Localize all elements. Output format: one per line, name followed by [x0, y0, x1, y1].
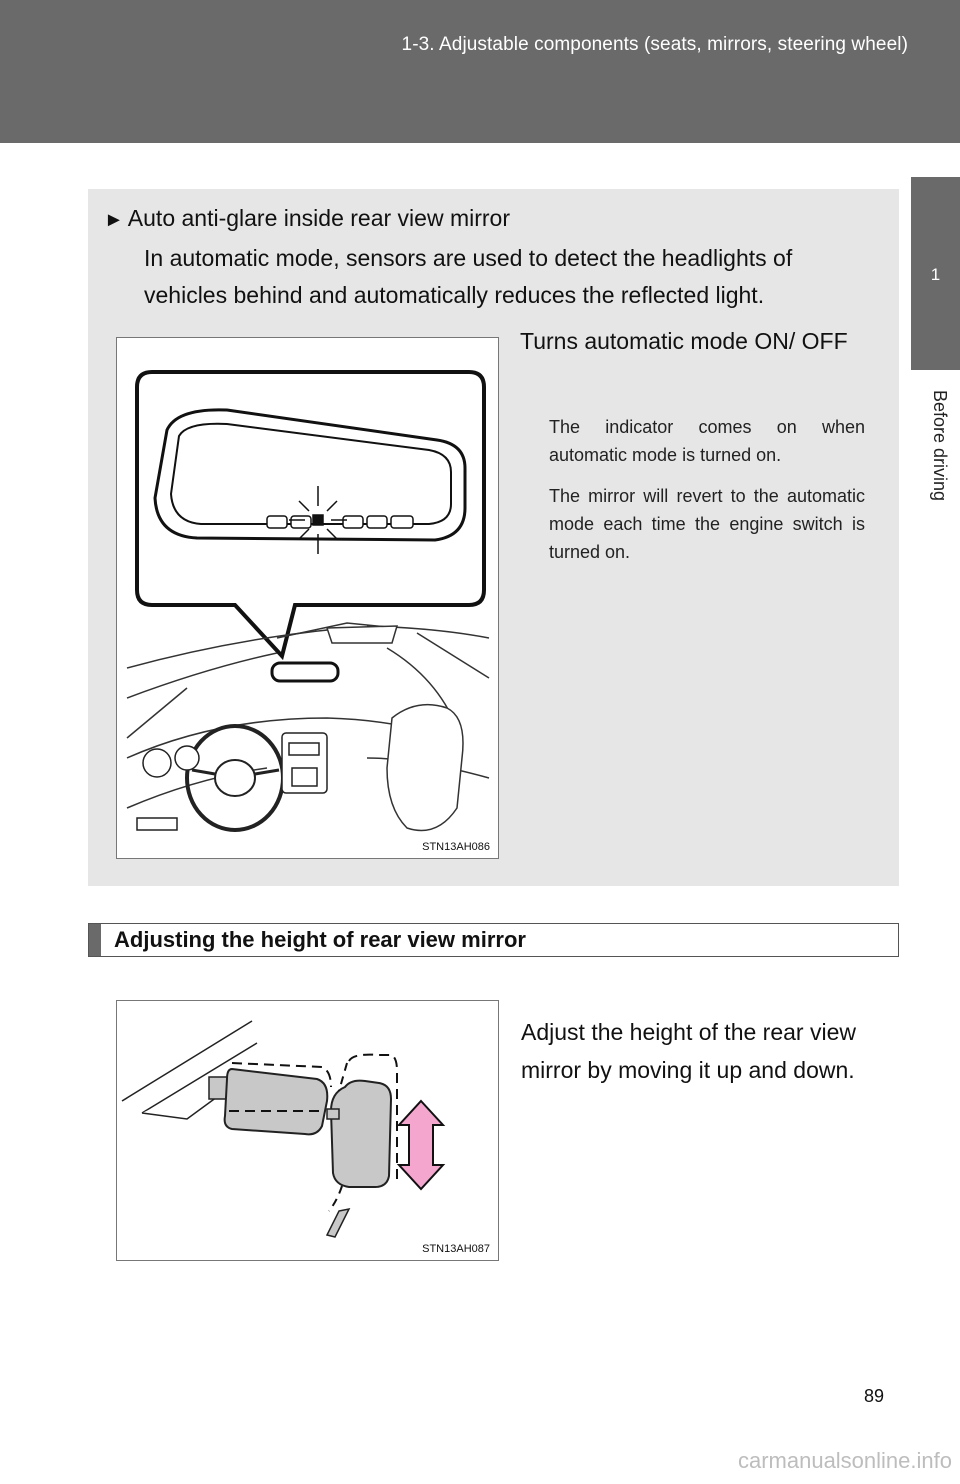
mirror-original — [225, 1069, 328, 1134]
section-title: 1-3. Adjustable components (seats, mirrors, steering wheel) — [401, 34, 908, 55]
chapter-label: Before driving — [929, 390, 950, 502]
seat — [387, 705, 463, 831]
figure-code-2: STN13AH087 — [422, 1243, 490, 1255]
page-number: 89 — [863, 1386, 884, 1406]
page-header — [0, 0, 960, 143]
triangle-bullet-icon: ► — [104, 209, 124, 231]
mirror-small — [272, 663, 338, 681]
chapter-label-container — [911, 390, 960, 540]
step-instruction: Turns automatic mode ON/ OFF — [520, 328, 848, 354]
section-heading — [88, 923, 899, 957]
car-interior-illustration — [117, 338, 498, 858]
chapter-tab — [911, 177, 960, 370]
figure-code: STN13AH086 — [422, 841, 490, 853]
up-down-arrow-icon — [399, 1101, 443, 1189]
note-indicator: The indicator comes on when automatic mode is turned on. — [549, 417, 865, 465]
anti-glare-mirror-figure — [116, 337, 499, 859]
anti-glare-title-text: Auto anti-glare inside rear view mirror — [127, 205, 510, 231]
watermark: carmanualsonline.info — [737, 1448, 952, 1473]
sun-visor — [327, 626, 397, 643]
section-heading-text: Adjusting the height of rear view mirror — [114, 927, 526, 952]
note-revert: The mirror will revert to the automatic mode each time the engine switch is turned on. — [549, 486, 865, 562]
anti-glare-description: In automatic mode, sensors are used to detect the headlights of vehicles behind and automatically reduces the reflected light. — [144, 245, 793, 308]
mirror-height-illustration — [117, 1001, 498, 1260]
height-instruction: Adjust the height of the rear view mirror by moving it up and down. — [521, 1019, 856, 1083]
mirror-height-figure — [116, 1000, 499, 1261]
heading-bar — [89, 924, 101, 956]
mirror-new — [331, 1081, 391, 1187]
anti-glare-title — [104, 205, 510, 232]
steering-wheel — [187, 726, 283, 830]
chapter-number: 1 — [930, 265, 941, 284]
